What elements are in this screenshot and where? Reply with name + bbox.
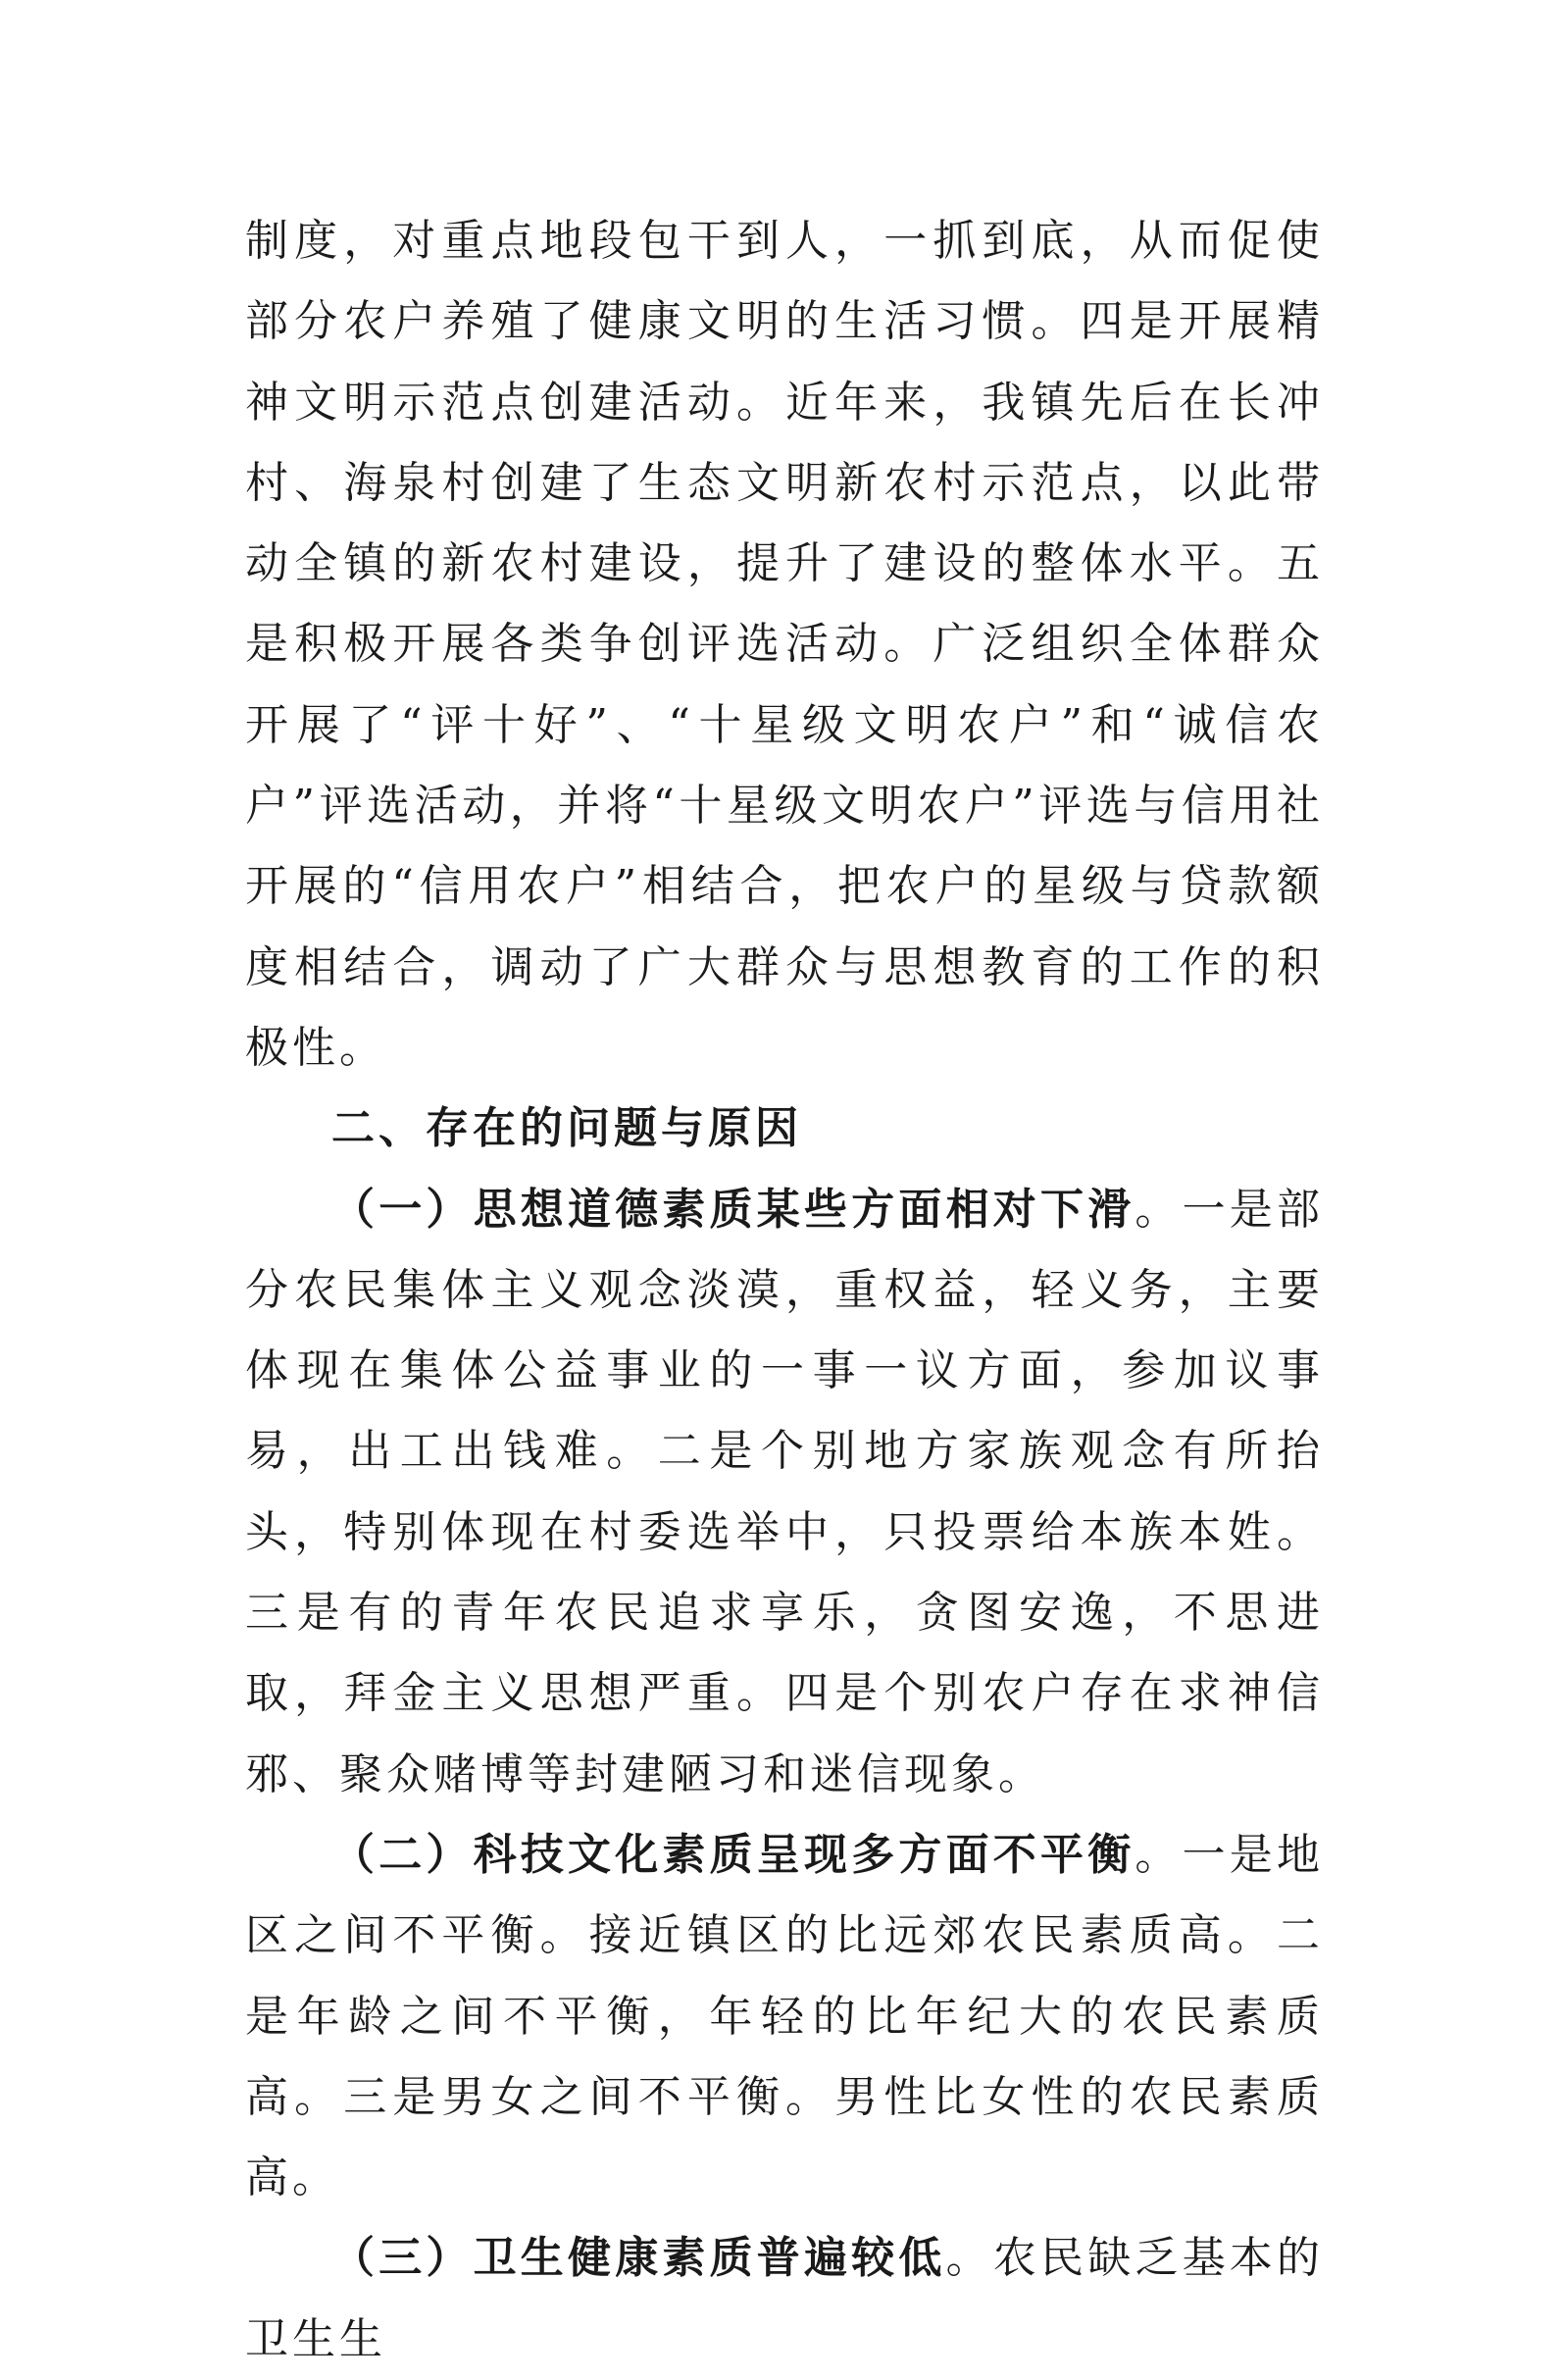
document-body (245, 201, 1324, 2380)
paragraph-tech-culture (245, 1815, 1324, 2218)
subsection-title-tech: （二）科技文化素质呈现多方面不平衡 (331, 1829, 1135, 1880)
section-heading-problems: 二、存在的问题与原因 (331, 1103, 802, 1154)
paragraph-moral-quality (245, 1170, 1324, 1815)
subsection-body-health: 。农民缺乏基本的卫生生 (245, 2233, 1325, 2364)
subsection-title-health: （三）卫生健康素质普遍较低 (331, 2233, 946, 2284)
subsection-body-moral: 。一是部分农民集体主义观念淡漠，重权益，轻义务，主要体现在集体公益事业的一事一议方面，参加议事易，出工出钱难。二是个别地方家族观念有所抬头，特别体现在村委选举中，只投票给本族本姓。三是有的青年农民追求享乐，贪图安逸，不思进取，拜金主义思想严重。四是个别农户存在求神信邪、聚众赌博等封建陋习和迷信现象。 (245, 1184, 1325, 1799)
paragraph-health (245, 2218, 1324, 2380)
subsection-title-moral: （一）思想道德素质某些方面相对下滑 (331, 1184, 1135, 1235)
paragraph-activities: 制度，对重点地段包干到人，一抓到底，从而促使部分农户养殖了健康文明的生活习惯。四是开展精神文明示范点创建活动。近年来，我镇先后在长冲村、海泉村创建了生态文明新农村示范点，以此带动全镇的新农村建设，提升了建设的整体水平。五是积极开展各类争创评选活动。广泛组织全体群众开展了“评十好”、“十星级文明农户”和“诚信农户”评选活动，并将“十星级文明农户”评选与信用社开展的“信用农户”相结合，把农户的星级与贷款额度相结合，调动了广大群众与思想教育的工作的积极性。 (245, 216, 1324, 1073)
subsection-body-tech: 。一是地区之间不平衡。接近镇区的比远郊农民素质高。二是年龄之间不平衡，年轻的比年纪大的农民素质高。三是男女之间不平衡。男性比女性的农民素质高。 (245, 1829, 1325, 2203)
